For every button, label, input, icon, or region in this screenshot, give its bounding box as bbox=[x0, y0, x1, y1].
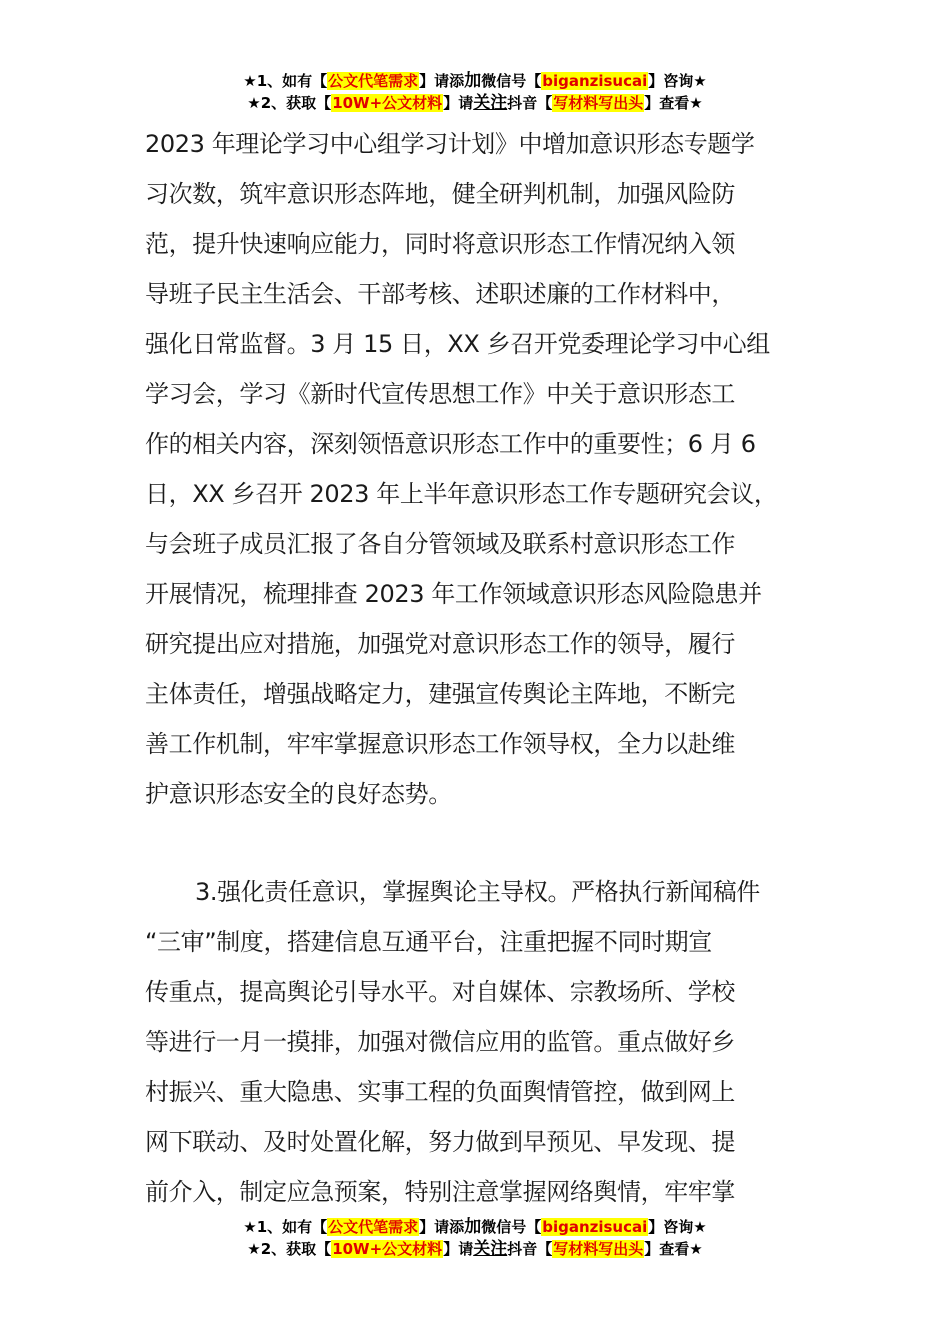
section-3-first-line: 3.强化责任意识，掌握舆论主导权。严格执行新闻稿件 bbox=[195, 878, 760, 906]
promo-line-2 bbox=[0, 1238, 950, 1260]
promo-banner-top bbox=[0, 70, 950, 114]
body-line: 村振兴、重大隐患、实事工程的负面舆情管控，做到网上 bbox=[145, 1078, 735, 1106]
body-line: 与会班子成员汇报了各自分管领域及联系村意识形态工作 bbox=[145, 530, 735, 558]
promo-text: 】请 bbox=[443, 1240, 474, 1258]
body-line: 导班子民主生活会、干部考核、述职述廉的工作材料中， bbox=[145, 280, 735, 308]
body-line: 2023 年理论学习中心组学习计划》中增加意识形态专题学 bbox=[145, 130, 755, 158]
body-line: 主体责任，增强战略定力，建强宣传舆论主阵地，不断完 bbox=[145, 680, 735, 708]
promo-text: 】咨询★ bbox=[648, 72, 707, 90]
highlight-wechat-id: biganzisucai bbox=[542, 1218, 648, 1236]
promo-text: ★2、获取【 bbox=[247, 94, 332, 112]
promo-text: 】请添 bbox=[419, 72, 465, 90]
highlight-douyin: 写材料写出头 bbox=[553, 94, 644, 112]
promo-text: 加 bbox=[464, 71, 482, 91]
promo-text: 加 bbox=[464, 1217, 482, 1237]
highlight-materials: 10W+公文材料 bbox=[332, 1240, 443, 1258]
promo-line-2 bbox=[0, 92, 950, 114]
body-line: “三审”制度，搭建信息互通平台，注重把握不同时期宣 bbox=[145, 928, 712, 956]
body-line: 范，提升快速响应能力，同时将意识形态工作情况纳入领 bbox=[145, 230, 735, 258]
highlight-douyin: 写材料写出头 bbox=[553, 1240, 644, 1258]
promo-text: ★2、获取【 bbox=[247, 1240, 332, 1258]
body-line: 习次数，筑牢意识形态阵地，健全研判机制，加强风险防 bbox=[145, 180, 735, 208]
promo-line-1 bbox=[0, 1216, 950, 1238]
promo-text: 】请 bbox=[443, 94, 474, 112]
promo-text: 关注 bbox=[473, 1239, 508, 1259]
promo-text: 微信号【 bbox=[481, 72, 542, 90]
promo-text: 】查看★ bbox=[644, 1240, 703, 1258]
body-line: 日，XX 乡召开 2023 年上半年意识形态工作专题研究会议， bbox=[145, 480, 778, 508]
promo-text: ★1、如有【 bbox=[243, 72, 328, 90]
body-line: 等进行一月一摸排，加强对微信应用的监管。重点做好乡 bbox=[145, 1028, 735, 1056]
highlight-ghostwriting: 公文代笔需求 bbox=[328, 1218, 419, 1236]
body-line: 强化日常监督。3 月 15 日，XX 乡召开党委理论学习中心组 bbox=[145, 330, 770, 358]
promo-text: ★1、如有【 bbox=[243, 1218, 328, 1236]
promo-text: 抖音【 bbox=[507, 1240, 553, 1258]
promo-text: 抖音【 bbox=[507, 94, 553, 112]
promo-line-1 bbox=[0, 70, 950, 92]
promo-text: 微信号【 bbox=[481, 1218, 542, 1236]
promo-text: 】请添 bbox=[419, 1218, 465, 1236]
body-line: 善工作机制，牢牢掌握意识形态工作领导权，全力以赴维 bbox=[145, 730, 735, 758]
promo-banner-bottom bbox=[0, 1216, 950, 1260]
promo-text: 关注 bbox=[473, 93, 508, 113]
body-line: 研究提出应对措施，加强党对意识形态工作的领导，履行 bbox=[145, 630, 735, 658]
body-line: 前介入，制定应急预案，特别注意掌握网络舆情，牢牢掌 bbox=[145, 1178, 735, 1206]
promo-text: 】查看★ bbox=[644, 94, 703, 112]
body-line: 护意识形态安全的良好态势。 bbox=[145, 780, 452, 808]
body-line: 作的相关内容，深刻领悟意识形态工作中的重要性；6 月 6 bbox=[145, 430, 756, 458]
body-line: 网下联动、及时处置化解，努力做到早预见、早发现、提 bbox=[145, 1128, 735, 1156]
highlight-wechat-id: biganzisucai bbox=[542, 72, 648, 90]
body-line: 传重点，提高舆论引导水平。对自媒体、宗教场所、学校 bbox=[145, 978, 735, 1006]
body-line: 开展情况，梳理排查 2023 年工作领域意识形态风险隐患并 bbox=[145, 580, 762, 608]
highlight-ghostwriting: 公文代笔需求 bbox=[328, 72, 419, 90]
highlight-materials: 10W+公文材料 bbox=[332, 94, 443, 112]
body-line: 学习会，学习《新时代宣传思想工作》中关于意识形态工 bbox=[145, 380, 735, 408]
promo-text: 】咨询★ bbox=[648, 1218, 707, 1236]
